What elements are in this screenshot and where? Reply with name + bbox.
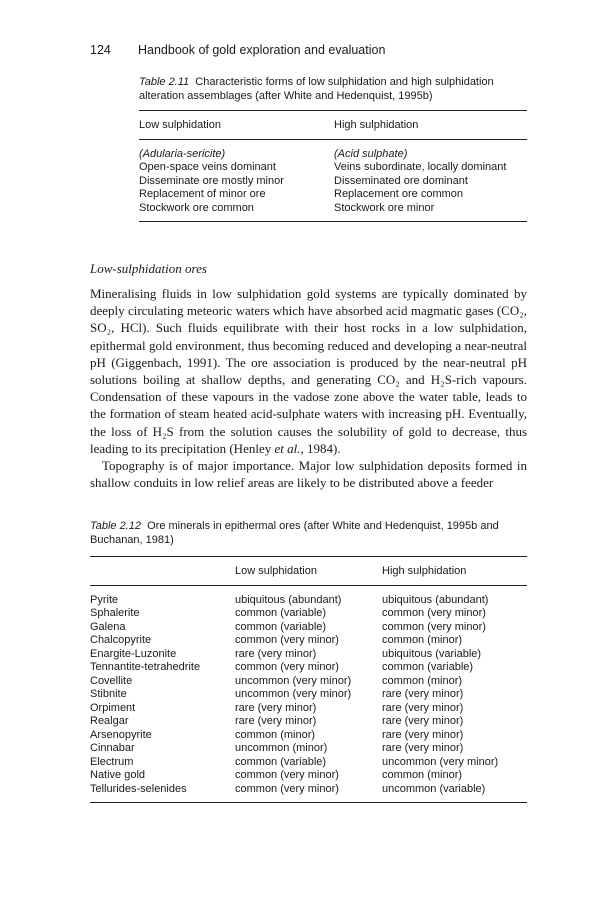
table-row <box>139 202 527 222</box>
table-cell: Replacement ore common <box>334 188 464 200</box>
table-cell: Replacement of minor ore <box>139 188 266 200</box>
column-header <box>90 557 235 586</box>
table-row <box>90 756 527 770</box>
table-cell: Stockwork ore common <box>139 201 254 214</box>
paragraph-text: Mineralising fluids in low sulphidation gold systems are typically dominated by deeply circulating meteoric waters which have absorbed acid magmatic gases (CO₂, SO₂, HCl). Such fluids equilibrate with their host rocks in a low sulphidation, epithermal gold environment, thus becoming reduced and developing a near-neutral pH (Giggenbach, 1991). The ore association is produced by the near-neutral pH solutions boiling at shallow depths, and generating CO₂ and H₂S-rich vapours. Condensation of these vapours in the vadose zone above the water table, leads to the formation of steam heated acid-sulphate waters with increasing pH. Eventually, the loss of H₂S from the solution causes the solubility of gold to decrease, thus leading to its precipitation (Henley <box>90 286 527 456</box>
table-cell: common (variable) <box>235 620 327 633</box>
mineral-name: Chalcopyrite <box>90 634 152 646</box>
table-cell: rare (very minor) <box>382 728 464 741</box>
page-number: 124 <box>90 43 111 57</box>
table-label: Table 2.12 <box>90 520 141 532</box>
table-row <box>90 675 527 689</box>
table-row <box>90 634 527 648</box>
mineral-name: Sphalerite <box>90 607 140 619</box>
table-cell: Disseminated ore dominant <box>334 174 468 187</box>
table-cell: common (minor) <box>382 769 463 781</box>
table-row <box>139 161 527 175</box>
mineral-name: Covellite <box>90 674 133 687</box>
table-cell: rare (very minor) <box>235 715 317 727</box>
table-cell: rare (very minor) <box>235 647 317 660</box>
table-row <box>90 729 527 743</box>
column-header: Low sulphidation <box>235 557 382 586</box>
section-heading: Low-sulphidation ores <box>90 261 207 276</box>
mineral-name: Cinnabar <box>90 742 135 754</box>
table-row <box>90 702 527 716</box>
table-cell: common (minor) <box>235 728 316 741</box>
table-cell: Disseminate ore mostly minor <box>139 174 284 187</box>
table-caption <box>139 75 527 103</box>
table-cell: Stockwork ore minor <box>334 201 435 214</box>
table-caption-text: Characteristic forms of low sulphidation and high sulphidation alteration assemblages (after White and Hedenquist, 1995b) <box>139 76 494 102</box>
table-body <box>90 585 527 803</box>
table-caption <box>90 519 527 547</box>
mineral-name: Tennantite-tetrahedrite <box>90 661 201 673</box>
mineral-name: Electrum <box>90 755 134 768</box>
mineral-name: Orpiment <box>90 701 136 714</box>
table-cell: common (variable) <box>382 661 474 673</box>
table-row <box>90 769 527 783</box>
mineral-name: Arsenopyrite <box>90 728 152 741</box>
table-cell: ubiquitous (abundant) <box>382 593 489 606</box>
table-cell: uncommon (variable) <box>382 782 486 795</box>
table-row <box>139 188 527 202</box>
table-row <box>90 688 527 702</box>
paragraph-text: , 1984). <box>300 440 341 456</box>
paragraph-2: Topography is of major importance. Major low sulphidation deposits formed in shallow conduits in low relief areas are likely to be distributed above a feeder <box>90 458 527 491</box>
table-row <box>90 621 527 635</box>
table-cell: uncommon (minor) <box>235 742 328 754</box>
column-header: High sulphidation <box>334 111 527 140</box>
table-cell: Veins subordinate, locally dominant <box>334 161 507 173</box>
mineral-name: Galena <box>90 620 126 633</box>
column-header: High sulphidation <box>382 557 527 586</box>
mineral-name: Realgar <box>90 715 129 727</box>
table-cell: common (variable) <box>235 607 327 619</box>
table-cell: rare (very minor) <box>382 742 464 754</box>
table-cell: common (very minor) <box>235 782 339 795</box>
table-row <box>139 175 527 189</box>
citation-italic: et al. <box>274 440 301 456</box>
table-cell: common (very minor) <box>235 769 339 781</box>
table-cell: rare (very minor) <box>382 715 464 727</box>
mineral-name: Stibnite <box>90 688 127 700</box>
table-row <box>139 139 527 161</box>
table-row <box>90 607 527 621</box>
table-cell: ubiquitous (abundant) <box>235 593 342 606</box>
table-cell: Open-space veins dominant <box>139 161 276 173</box>
table-cell: uncommon (very minor) <box>235 688 352 700</box>
table-row <box>90 661 527 675</box>
table-2-12 <box>90 519 527 803</box>
table-row <box>90 742 527 756</box>
table-cell: ubiquitous (variable) <box>382 647 482 660</box>
table-cell: uncommon (very minor) <box>235 674 352 687</box>
body-text <box>90 285 527 491</box>
column-header: Low sulphidation <box>139 111 334 140</box>
table-row <box>90 783 527 803</box>
table-cell: rare (very minor) <box>382 688 464 700</box>
table-caption-text: Ore minerals in epithermal ores (after White and Hedenquist, 1995b and Buchanan, 1981) <box>90 520 499 546</box>
table-cell: rare (very minor) <box>382 701 464 714</box>
table-cell: common (very minor) <box>382 620 486 633</box>
mineral-name: Native gold <box>90 769 146 781</box>
table-cell: common (very minor) <box>235 661 339 673</box>
table-row <box>90 715 527 729</box>
table-cell: (Adularia-sericite) <box>139 147 226 160</box>
table-label: Table 2.11 <box>139 76 190 88</box>
table-cell: common (minor) <box>382 674 463 687</box>
running-title: Handbook of gold exploration and evaluation <box>138 43 386 57</box>
table-cell: common (very minor) <box>382 607 486 619</box>
page-header <box>90 43 530 57</box>
table-cell: (Acid sulphate) <box>334 147 408 160</box>
table-row <box>90 585 527 607</box>
paragraph-1 <box>90 285 527 457</box>
table-cell: common (very minor) <box>235 634 339 646</box>
ore-minerals-table <box>90 556 527 803</box>
mineral-name: Enargite-Luzonite <box>90 647 177 660</box>
table-cell: uncommon (very minor) <box>382 755 499 768</box>
alteration-table <box>139 110 527 222</box>
table-2-11 <box>139 75 527 222</box>
table-cell: rare (very minor) <box>235 701 317 714</box>
mineral-name: Tellurides-selenides <box>90 782 187 795</box>
table-cell: common (minor) <box>382 634 463 646</box>
table-cell: common (variable) <box>235 755 327 768</box>
table-row <box>90 648 527 662</box>
mineral-name: Pyrite <box>90 593 119 606</box>
